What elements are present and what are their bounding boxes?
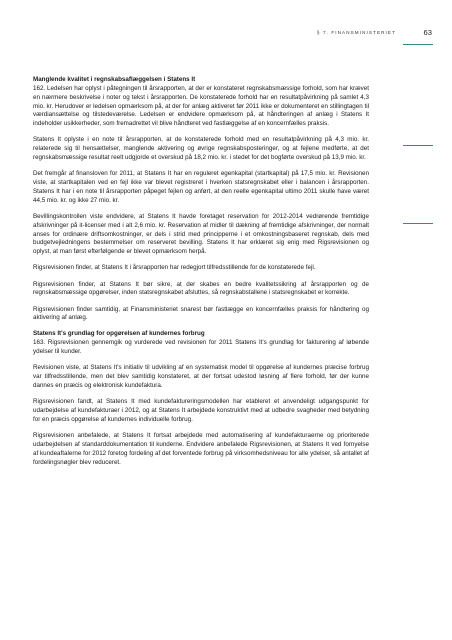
paragraph: Det fremgår af finansloven for 2011, at Statens It har en reguleret egenkapital (startkapital) på 17,5 mio. kr. Revisionen viste, at startkapitalen ved en fejl ikke var blevet registreret i hverken statsregnskabet eller i balancen i årsrapporten. Statens It har i en note til årsrapporten påpeget fejlen og anført, at den reelle egenkapital ultimo 2011 skulle have været 44,5 mio. kr. og ikke 27 mio. kr. — [33, 170, 369, 204]
paragraph: Rigsrevisionen anbefalede, at Statens It fortsat arbejdede med automatisering af kundefakturaerne og prioriterede udarbejdelsen af standarddokumentation til kunderne. Endvidere anbefalede Rigsrevisionen, at Statens It ved fornyelse af kundeaftalerne for 2012 foretog fordeling af det forventede forbrug på virksomhedsniveau for alle ydelser, så antallet af fordelingsnøgler blev reduceret. — [33, 431, 369, 466]
paragraph: Statens It oplyste i en note til årsrapporten, at de konstaterede forhold med en resultatpåvirkning på 4,3 mio. kr. relaterede sig til hensættelser, manglende aktivering og øvrige regnskabsposteringer, og at fejlene medførte, at det regnskabsmæssige resultat reelt udgjorde et overskud på 18,2 mio. kr. i stedet for det bogførte overskud på 13,9 mio. kr. — [33, 136, 369, 162]
header-rule — [403, 44, 433, 45]
paragraph: 162. Ledelsen har oplyst i påtegningen til årsrapporten, at der er konstateret regnskabsmæssige forhold, som har krævet en nærmere beskrivelse i noter og tekst i årsrapporten. De konstaterede forhold har en resultatpåvirkning på samlet 4,3 mio. kr. Herudover er ledelsen opmærksom på, at der for anlæg aktiveret før 2011 ikke er dokumenteret en stillingtagen til værdiansættelse og tilstedeværelse. Ledelsen er endvidere opmærksom på, at håndteringen af anlæg i Statens It indeholder usikkerheder, som fremadrettet vil blive håndteret ved fastlæggelse af en koncernfælles praksis. — [33, 84, 369, 128]
paragraph: Rigsrevisionen fandt, at Statens It med kundefaktureringsmodellen har etableret et anvendeligt udgangspunkt for udarbejdelse af kundefakturaer i 2012, og at Statens It arbejdede konstruktivt med at udbedre svagheder med betydning for en præcis opgørelse af kundernes individuelle forbrug. — [33, 398, 369, 423]
paragraph: 163. Rigsrevisionen gennemgik og vurderede ved revisionen for 2011 Statens It's grundlag for fakturering af løbende ydelser til kunder. — [33, 339, 369, 356]
paragraph: Revisionen viste, at Statens It's initiativ til udvikling af en systematisk model til opgørelse af kundernes præcise forbrug var tilfredsstillende, men det blev samtidig konstateret, at der fortsat udestod løsning af flere forhold, før der kunne dannes en præcis og elektronisk kundefaktura. — [33, 364, 369, 389]
page-header — [0, 29, 452, 43]
paragraph: Bevillingskontrollen viste endvidere, at Statens It havde foretaget reservation for 2012-2014 vedrørende fremtidige afskrivninger på it-licenser med i alt 2,6 mio. kr. Reservation af midler til dækning af fremtidige afskrivninger, der normalt anses for ordinære driftsomkostninger, er dels i strid med principperne i et omkostningsbaseret regnskab, dels med budgetvejledningens bestemmelser om reserveret bevilling. Statens It har erklæret sig enig med Rigsrevisionen og oplyst, at man først efterfølgende er blevet opmærksom herpå. — [33, 212, 369, 256]
section-heading: Statens It's grundlag for opgørelsen af kundernes forbrug — [33, 330, 205, 338]
section-heading: Manglende kvalitet i regnskabsaflæggelsen i Statens It — [33, 76, 196, 83]
paragraph: Rigsrevisionen finder, at Statens It bør sikre, at der skabes en bedre kvalitetssikring af årsrapporten og de regnskabsmæssige opgørelser, inden statsregnskabet afsluttes, så regnskabstallene i statsregnskabet er korrekte. — [33, 280, 369, 297]
section-label: § 7. FINANSMINISTERIET — [316, 30, 396, 35]
margin-marker — [403, 145, 433, 146]
margin-marker — [403, 223, 433, 224]
page-number: 63 — [423, 28, 432, 37]
body-text — [33, 76, 369, 475]
paragraph: Rigsrevisionen finder, at Statens It i årsrapporten har redegjort tilfredsstillende for de konstaterede fejl. — [33, 264, 316, 272]
paragraph: Rigsrevisionen finder samtidig, at Finansministeriet snarest bør fastlægge en koncernfælles praksis for håndtering og aktivering af anlæg. — [33, 305, 369, 322]
